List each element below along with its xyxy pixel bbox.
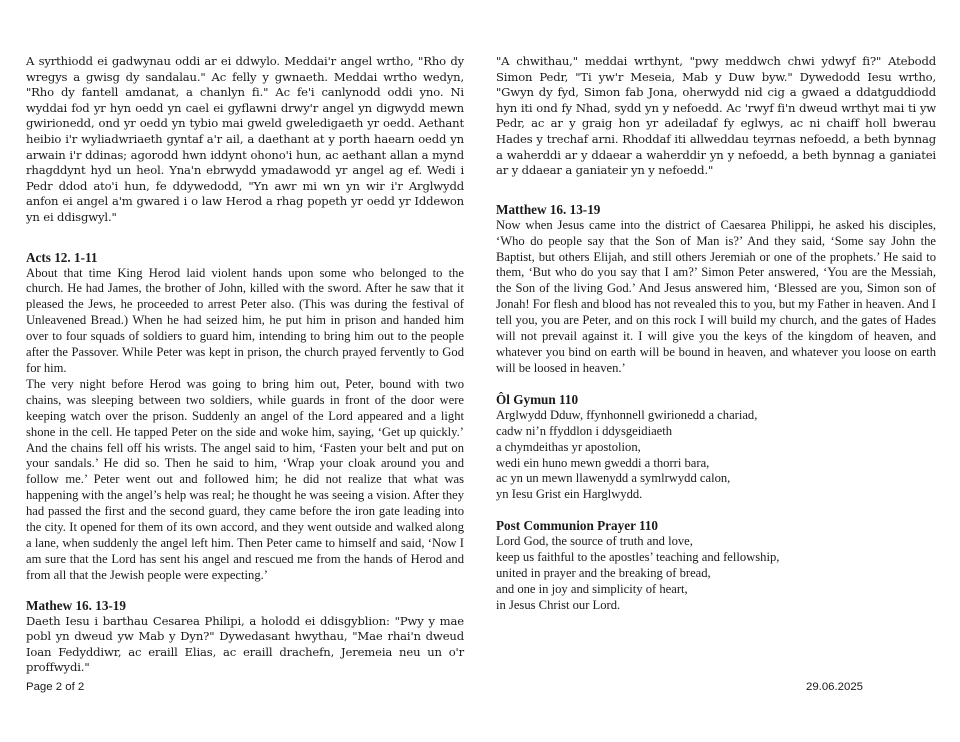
gymun-line: cadw ni’n ffyddlon i ddysgeidiaeth xyxy=(496,423,673,438)
acts-paragraph-1: About that time King Herod laid violent hands upon some who belonged to the church. He had James, the brother of John, killed with the sword. After he saw that it pleased the Jews, he proceeded to arrest Peter also. (This was during the festival of Unleavened Bread.) When he had seized him, he put him in prison and handed him over to four squads of soldiers to guard him, intending to bring him out to the people after the Passover. While Peter was kept in prison, the church prayed fervently to God for him. xyxy=(26,265,464,375)
mathew-welsh-passage: Daeth Iesu i barthau Cesarea Philipi, a holodd ei ddisgyblion: "Pwy y mae pobl yn dweud yw Mab y Dyn?" Dywedasant hwythau, "Mae rhai'n dweud Ioan Fedyddiwr, ac eraill Elias, ac eraill drachefn, Jeremeia neu un o'r proffwydi." xyxy=(26,613,464,675)
mathew-welsh-continued: "A chwithau," meddai wrthynt, "pwy meddwch chwi ydwyf fi?" Atebodd Simon Pedr, "Ti yw'r Meseia, Mab y Duw byw." Dywedodd Iesu wrtho, "Gwyn dy fyd, Simon fab Jona, oherwydd nid cig a gwaed a ddatguddiodd hyn iti ond fy Nhad, sydd yn y nefoedd. Ac 'rwyf fi'n dweud wrthyt mai ti yw Pedr, ac ar y graig hon yr adeiladaf fy eglwys, ac ni chaiff holl bwerau Hades y trechaf arni. Rhoddaf iti allweddau teyrnas nefoedd, a beth bynnag a waherddi ar y ddaear a waherddir yn y nefoedd, a beth bynnag a ganiatei ar y ddaear a ganiateir yn y nefoedd." xyxy=(496,54,936,178)
page-number: Page 2 of 2 xyxy=(26,681,85,693)
welsh-acts-passage: A syrthiodd ei gadwynau oddi ar ei ddwylo. Meddai'r angel wrtho, "Rho dy wregys a gwisg dy sandalau." Ac felly y gwnaeth. Meddai wrtho wedyn, "Rho dy fantell amdanat, a chanlyn fi." Ac fe'i canlynodd oddi yno. Ni wyddai fod yr hyn oedd yn cael ei gyflawni drwy'r angel yn digwydd mewn gwirionedd, ond yr oedd yn tybio mai gweld gweledigaeth yr oedd. Aethant heibio i'r wyliadwriaeth gyntaf a'r ail, a daethant at y porth haearn oedd yn arwain i'r ddinas; agorodd hwn iddynt ohono'i hun, ac aethant allan a mynd rhagddynt hyd un heol. Yna'n ebrwydd ymadawodd yr angel ag ef. Wedi i Pedr ddod ato'i hun, fe ddywedodd, "Yn awr mi wn yn wir i'r Arglwydd anfon ei angel a'm gwared i o law Herod a rhag popeth yr oedd yr Iddewon yn ei ddisgwyl." xyxy=(26,54,464,224)
acts-heading: Acts 12. 1-11 xyxy=(26,249,98,265)
post-communion-prayer xyxy=(496,534,936,614)
gymun-line: wedi ein huno mewn gweddi a thorri bara, xyxy=(496,455,710,470)
gymun-line: yn Iesu Grist ein Harglwydd. xyxy=(496,487,643,502)
gymun-line: a chymdeithas yr apostolion, xyxy=(496,439,641,454)
gymun-prayer xyxy=(496,408,936,503)
matthew-english-passage: Now when Jesus came into the district of Caesarea Philippi, he asked his disciples, ‘Who do people say that the Son of Man is?’ And they said, ‘Some say John the Baptist, but others Elijah, and still others Jeremiah or one of the prophets.’ He said to them, ‘But who do you say that I am?’ Simon Peter answered, ‘You are the Messiah, the Son of the living God.’ And Jesus answered him, ‘Blessed are you, Simon son of Jonah! For flesh and blood has not revealed this to you, but my Father in heaven. And I tell you, you are Peter, and on this rock I will build my church, and the gates of Hades will not prevail against it. I will give you the keys of the kingdom of heaven, and whatever you bind on earth will be bound in heaven, and whatever you loose on earth will be loosed in heaven.’ xyxy=(496,217,936,375)
right-column xyxy=(496,54,936,614)
gymun-heading: Ôl Gymun 110 xyxy=(496,391,579,407)
prayer-line: and one in joy and simplicity of heart, xyxy=(496,581,688,596)
prayer-line: in Jesus Christ our Lord. xyxy=(496,597,621,612)
mathew-heading: Mathew 16. 13-19 xyxy=(26,597,126,613)
left-column xyxy=(26,54,464,676)
acts-paragraph-2: The very night before Herod was going to bring him out, Peter, bound with two chains, was sleeping between two soldiers, while guards in front of the door were keeping watch over the prison. Suddenly an angel of the Lord appeared and a light shone in the cell. He tapped Peter on the side and woke him, saying, ‘Get up quickly.’ And the chains fell off his wrists. The angel said to him, ‘Fasten your belt and put on your sandals.’ He did so. Then he said to him, ‘Wrap your cloak around you and follow me.’ Peter went out and followed him; he did not realize that what was happening with the angel’s help was real; he thought he was seeing a vision. After they had passed the first and the second guard, they came before the iron gate leading into the city. It opened for them of its own accord, and they went outside and walked along a lane, when suddenly the angel left him. Then Peter came to himself and said, ‘Now I am sure that the Lord has sent his angel and rescued me from the hands of Herod and from all that the Jewish people were expecting.’ xyxy=(26,376,464,582)
gymun-line: Arglwydd Dduw, ffynhonnell gwirionedd a chariad, xyxy=(496,407,758,422)
gymun-line: ac yn un mewn llawenydd a symlrwydd calon, xyxy=(496,471,731,486)
matthew-heading: Matthew 16. 13-19 xyxy=(496,201,601,217)
prayer-line: Lord God, the source of truth and love, xyxy=(496,534,693,549)
prayer-heading: Post Communion Prayer 110 xyxy=(496,518,659,534)
prayer-line: keep us faithful to the apostles’ teaching and fellowship, xyxy=(496,550,780,565)
prayer-line: united in prayer and the breaking of bread, xyxy=(496,566,711,581)
footer-date: 29.06.2025 xyxy=(806,681,864,693)
